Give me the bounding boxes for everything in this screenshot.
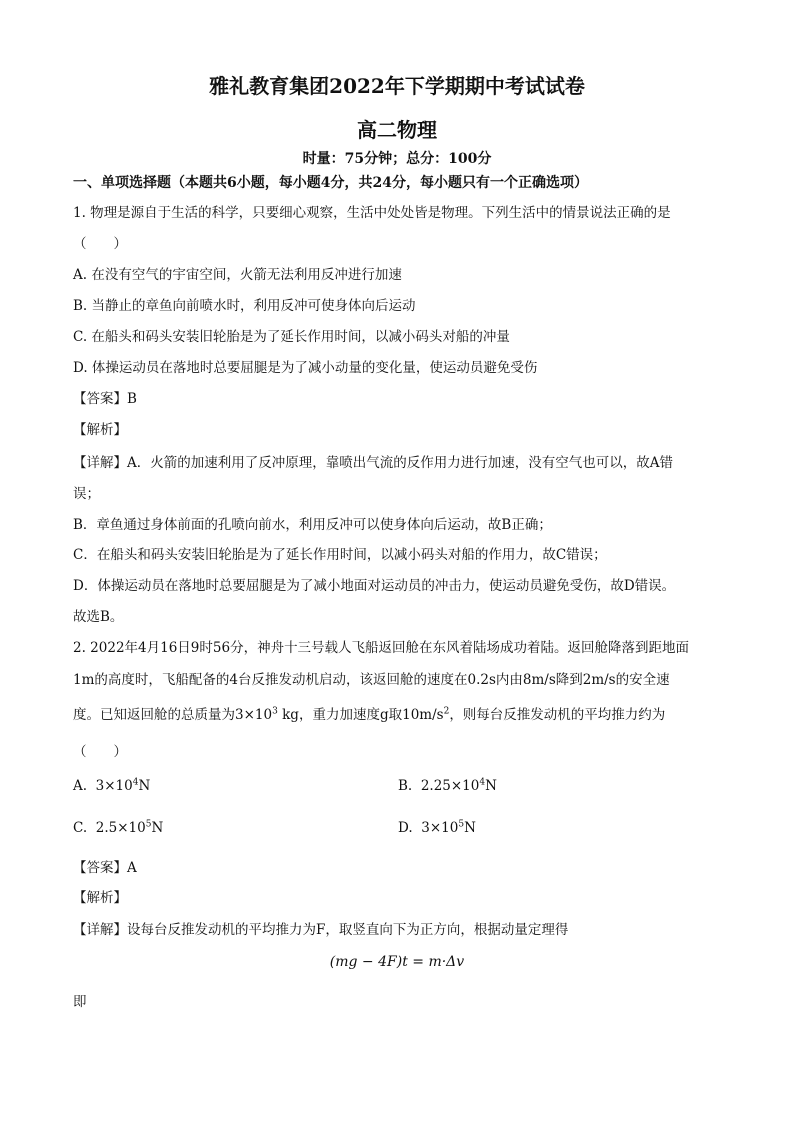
q1-detail-line: C．在船头和码头安装旧轮胎是为了延长作用时间，以减小码头对船的作用力，故C错误； [73, 547, 607, 563]
q1-option-a: A. 在没有空气的宇宙空间，火箭无法利用反冲进行加速 [73, 267, 402, 283]
q2-next: 即 [73, 994, 87, 1010]
section-heading: 一、单项选择题（本题共6小题，每小题4分，共24分，每小题只有一个正确选项） [73, 175, 588, 191]
q2-stem-text: ，重力加速度g取 [298, 707, 403, 723]
q1-answer: 【答案】B [73, 391, 137, 407]
momentum-formula: (mg − 4F)t = m·Δv [329, 954, 465, 970]
subject-title: 高二物理 [357, 118, 437, 142]
q1-detail-line: 误； [73, 486, 100, 502]
q2-gravity: $10m/s^2$ [402, 706, 450, 723]
q1-conclusion: 故选B。 [73, 609, 124, 625]
q1-stem: 1. 物理是源自于生活的科学，只要细心观察，生活中处处皆是物理。下列生活中的情景说法正确的是 [73, 205, 671, 221]
q2-blank: （ ） [73, 744, 127, 760]
q1-analysis-label: 【解析】 [73, 422, 127, 438]
q1-detail-line: B．章鱼通过身体前面的孔喷向前水，利用反冲可以使身体向后运动，故B正确； [73, 517, 552, 533]
q2-stem-text: 度。已知返回舱的总质量为 [73, 707, 235, 723]
q1-option-d: D. 体操运动员在落地时总要屈腿是为了减小动量的变化量，使运动员避免受伤 [73, 360, 538, 376]
q2-option-a: A. $3\times 10^4N$ [73, 777, 151, 794]
q2-stem-line: 1m的高度时，飞船配备的4台反推发动机启动，该返回舱的速度在0.2s内由8m/s降到2m/s的安全速 [73, 672, 670, 688]
q1-detail-line: 【详解】A．火箭的加速利用了反冲原理，靠喷出气流的反作用力进行加速，没有空气也可以，故A错 [73, 455, 673, 471]
q2-stem-text: ，则每台反推发动机的平均推力约为 [449, 707, 666, 723]
q1-detail-line: D．体操运动员在落地时总要屈腿是为了减小地面对运动员的冲击力，使运动员避免受伤，故D错误。 [73, 578, 676, 594]
q2-option-c: C. $2.5\times 10^5N$ [73, 819, 164, 836]
exam-title: 雅礼教育集团2022年下学期期中考试试卷 [209, 74, 585, 98]
q2-mass: $3\times 10^3$ kg [235, 706, 299, 723]
q2-detail: 【详解】设每台反推发动机的平均推力为F，取竖直向下为正方向，根据动量定理得 [73, 922, 569, 938]
q2-stem-line: 2. 2022年4月16日9时56分，神舟十三号载人飞船返回舱在东风着陆场成功着陆。返回舱降落到距地面 [73, 640, 690, 656]
q2-answer: 【答案】A [73, 860, 137, 876]
q1-option-b: B. 当静止的章鱼向前喷水时，利用反冲可使身体向后运动 [73, 298, 416, 314]
q2-analysis-label: 【解析】 [73, 890, 127, 906]
q2-option-b: B. $2.25\times 10^4N$ [398, 777, 497, 794]
q2-option-d: D. $3\times 10^5N$ [398, 819, 476, 836]
q1-option-c: C. 在船头和码头安装旧轮胎是为了延长作用时间，以减小码头对船的冲量 [73, 329, 510, 345]
time-score: 时量：75分钟；总分：100分 [302, 151, 492, 167]
q1-blank: （ ） [73, 236, 127, 252]
q2-stem-line-3 [73, 703, 665, 723]
